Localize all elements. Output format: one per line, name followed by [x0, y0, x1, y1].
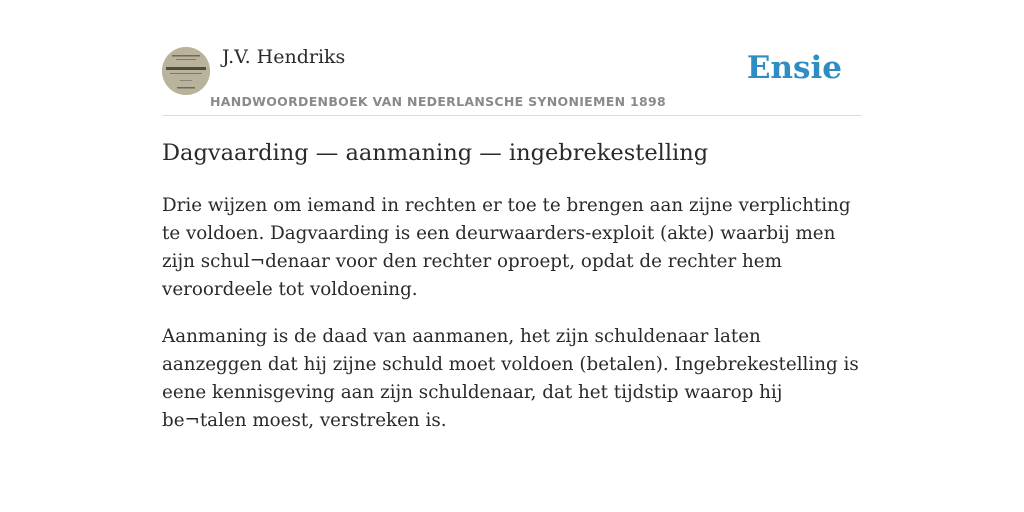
book-cover-icon — [162, 47, 210, 95]
author-link[interactable]: J.V. Hendriks — [222, 46, 346, 68]
source-title-link[interactable]: HANDWOORDENBOEK VAN NEDERLANSCHE SYNONIEMEN 1898 — [210, 94, 667, 109]
entry-paragraph: Aanmaning is de daad van aanmanen, het zijn schuldenaar laten aanzeggen dat hij zijne schuld moet voldoen (betalen). Ingebrekestelling is eene kennisgeving aan zijn schuldenaar, dat het tijdstip waarop hij be¬talen moest, verstreken is. — [162, 326, 859, 431]
entry-title: Dagvaarding — aanmaning — ingebrekestelling — [162, 140, 709, 166]
entry-header — [162, 0, 862, 116]
source-book-avatar[interactable] — [162, 47, 210, 95]
entry-container — [162, 0, 862, 431]
ensie-logo[interactable]: Ensie — [746, 50, 842, 86]
entry-paragraph: Drie wijzen om iemand in rechten er toe te brengen aan zijne verplichting te voldoen. Dagvaarding is een deurwaarders-exploit (akte) waarbij men zijn schul¬denaar voor den rechter oproept, opdat de rechter hem veroordeele tot voldoening. — [162, 195, 851, 300]
